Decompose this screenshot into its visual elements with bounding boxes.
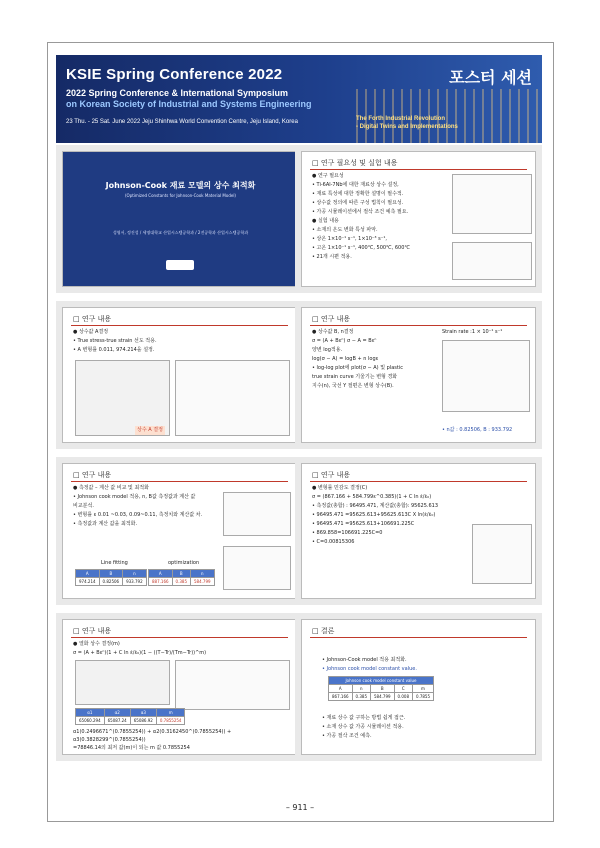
line: • A 변형률 0.011, 974.214을 설정. [73,347,155,353]
line: 지수(n), 국선 Y 절편은 변형 상수(B). [312,383,394,389]
th: m [413,685,434,693]
card-text-2 [322,714,522,741]
th: C [394,685,412,693]
comparison-chart-2 [223,546,291,590]
line: • 가공 절삭 조건 예측. [322,733,372,739]
th: B [172,570,190,578]
line: ● 연구 필요성 [312,173,344,179]
th: m [156,709,185,717]
td: 0.385 [172,578,190,586]
machine-image [452,174,532,234]
card-text [312,328,442,391]
line: ● 변형률 민감도 결정(C) [312,485,368,491]
line: =78846.14의 최저 값(m)이 되는 m 값 0.7855254 [73,745,190,751]
table-caption-1: Line fitting [101,560,128,566]
td: 0.008 [394,693,412,701]
optimization-table [148,569,215,586]
line: 양변 log적용. [312,347,343,353]
line: • 고온 1×10⁻¹ s⁻¹, 400℃, 500℃, 600℃ [312,245,411,251]
card-text [73,484,223,529]
card-conclusion [301,619,536,755]
paper-subtitle: (Optimized Constants for Johnson-Cook Material Model) [125,193,236,198]
line: σ = (A + Bεⁿ) σ − A = Bεⁿ [312,338,377,344]
td: 65087.24 [104,717,130,725]
title-card [62,151,297,287]
line: • 측정값(총합) : 96495.471, 계산값(총합): 95625.613 [312,503,439,509]
td: 0.82506 [99,578,123,586]
card-heading: □ 결론 [312,626,334,636]
th: A [76,570,100,578]
td: 65086.92 [130,717,156,725]
paper-title: Johnson-Cook 재료 모델의 상수 최적화 [105,181,256,190]
m-result [73,728,293,752]
line: • 소재 상수 값 가공 시뮬레이션 적용. [322,724,404,730]
th: B [99,570,123,578]
conference-banner [56,55,542,143]
line: • 재료 특성에 대한 정확한 설명이 필수적. [312,191,404,197]
data-table-image [75,360,170,436]
banner-theme [356,115,458,131]
banner-title: KSIE Spring Conference 2022 [66,66,283,83]
m-table [75,708,185,725]
thermal-data-table [75,660,170,705]
td: 887.166 [149,578,173,586]
theme-line2: - Digital Twins and Implementations [356,124,458,130]
card-text [312,484,477,547]
line: • 상온 1×10⁻¹ s⁻¹, 1×10⁻³ s⁻¹, [312,236,387,242]
heading-rule [310,481,527,482]
th: A [329,685,353,693]
heading-rule [71,637,288,638]
th: α2 [104,709,130,717]
comparison-chart-1 [223,492,291,536]
card-necessity [301,151,536,287]
theme-line1: The Forth Industrial Revolution [356,116,445,122]
td: 867.166 [329,693,353,701]
td: 933.792 [123,578,147,586]
thermal-chart [175,660,290,710]
card-heading: □ 연구 내용 [73,626,111,636]
line: • 21개 시편 적용. [312,254,352,260]
card-heading: □ 연구 내용 [312,314,350,324]
td: 0.7855254 [156,717,185,725]
loglog-chart [442,340,530,412]
line: • 96495.471 =95625.613+95625.613C X ln(ε̇/ε̇₀) [312,512,436,518]
line: • Johnson cook model 적용, n, B값 측정값과 계산 값 [73,494,196,500]
th: α1 [76,709,105,717]
line: • 869.858=106691.225C=0 [312,530,383,536]
td: 0.385 [352,693,370,701]
line: • 소재의 온도 변화 특성 파악. [312,227,378,233]
table-caption: Johnson cook model constant value [329,677,434,685]
line: ● 상수값 B, n결정 [312,329,354,335]
td: 584.799 [191,578,215,586]
paper-authors: 성영서, 정진성 / 세명대학교 산업시스템공학과 / 2전공학과 산업시스템공학과 [112,230,249,235]
td: 65060.294 [76,717,105,725]
line: true strain curve 기울기는 변형 경화 [312,374,398,380]
heading-rule [71,325,288,326]
stress-strain-chart [175,360,290,436]
banner-dates: 23 Thu. - 25 Sat. June 2022 Jeju Shinhwa World Convention Centre, Jeju Island, Korea [66,119,298,125]
badge-a: 상수 A 결정 [137,427,163,433]
line: ● 실험 내용 [312,218,339,224]
line: • 측정값과 계산 값을 최적화. [73,521,138,527]
th: A [149,570,173,578]
bn-result: • n값 : 0.82506, B : 933.792 [442,427,513,433]
card-text [73,640,293,658]
line: • Johnson-Cook model 적용 최적화. [322,657,407,663]
card-constant-bn [301,307,536,443]
card-text [312,172,442,262]
line: α1(0.2496671^(0.7855254)) + α2(0.3162450^(0.7855254)) + α3(0.3828299^(0.7855254)) [73,729,232,743]
th: α3 [130,709,156,717]
card-thermal [62,619,297,755]
banner-line2: on Korean Society of Industrial and Systems Engineering [66,99,312,109]
td: 974.214 [76,578,100,586]
heading-rule [71,481,288,482]
td: 584.799 [371,693,395,701]
line: σ = (867.166 + 584.799ε^0.385)(1 + C ln ε̇/ε̇₀) [312,494,432,500]
line: • Ti-6Al-7Nb에 대한 재료상 상수 설정, [312,182,399,188]
line: • C=0.00815306 [312,539,355,545]
line: ● 열화 상수 결정(m) [73,641,120,647]
th: n [123,570,147,578]
line: • 재료 상수 값 구하는 방법 쉽게 접근. [322,715,406,721]
university-logo [166,260,194,270]
strain-rate-chart [472,524,532,584]
card-text [73,328,273,355]
heading-rule [310,169,527,170]
line: ● 측정값 – 계산 값 비교 및 최적화 [73,485,149,491]
line: σ = (A + Bεⁿ)(1 + C ln ε̇/ε̇₀)(1 − ((T−Tr)/(Tm−Tr))^m) [73,650,207,656]
line: • 상수값 정의에 따른 구성 법칙이 필요성. [312,200,404,206]
line: • 96495.471 =95625.613+106691.225C [312,521,415,527]
card-heading: □ 연구 내용 [312,470,350,480]
line: • Johnson cook model constant value. [322,666,417,672]
strain-rate-label: Strain rate :1 × 10⁻¹ s⁻¹ [442,329,503,335]
poster-session-tag: 포스터 세션 [449,68,532,87]
line: • True stress-true strain 선도 적용. [73,338,157,344]
page-number: – 911 – [285,803,315,812]
heading-rule [310,637,527,638]
table-caption-2: optimization [168,560,200,566]
card-strain-rate [301,463,536,599]
line: log(σ − A) = logB + n logε [312,356,379,362]
th: B [371,685,395,693]
card-heading: □ 연구 내용 [73,314,111,324]
line: 비교분석. [73,503,94,509]
card-text [322,656,522,674]
line: • 변형률 ε 0.01 ~0.03, 0.09~0.11, 측정치와 계산값 차. [73,512,203,518]
line: ● 상수값 A결정 [73,329,109,335]
card-heading: □ 연구 내용 [73,470,111,480]
card-heading: □ 연구 필요성 및 실험 내용 [312,158,397,168]
heading-rule [310,325,527,326]
td: 0.7855 [413,693,434,701]
constant-table: Johnson cook model constant value A n B C m 867.166 0.385 584.799 0.008 0.7855 [328,676,434,701]
specimen-image [452,242,532,280]
line: • 가공 시뮬레이션에서 절삭 조건 예측 필요. [312,209,409,215]
line: • log-log plot에 plot(σ − A) 및 plastic [312,365,403,371]
line-fitting-table [75,569,147,586]
th: n [191,570,215,578]
card-constant-a [62,307,297,443]
banner-line1: 2022 Spring Conference & International Symposium [66,88,289,98]
card-optimization [62,463,297,599]
